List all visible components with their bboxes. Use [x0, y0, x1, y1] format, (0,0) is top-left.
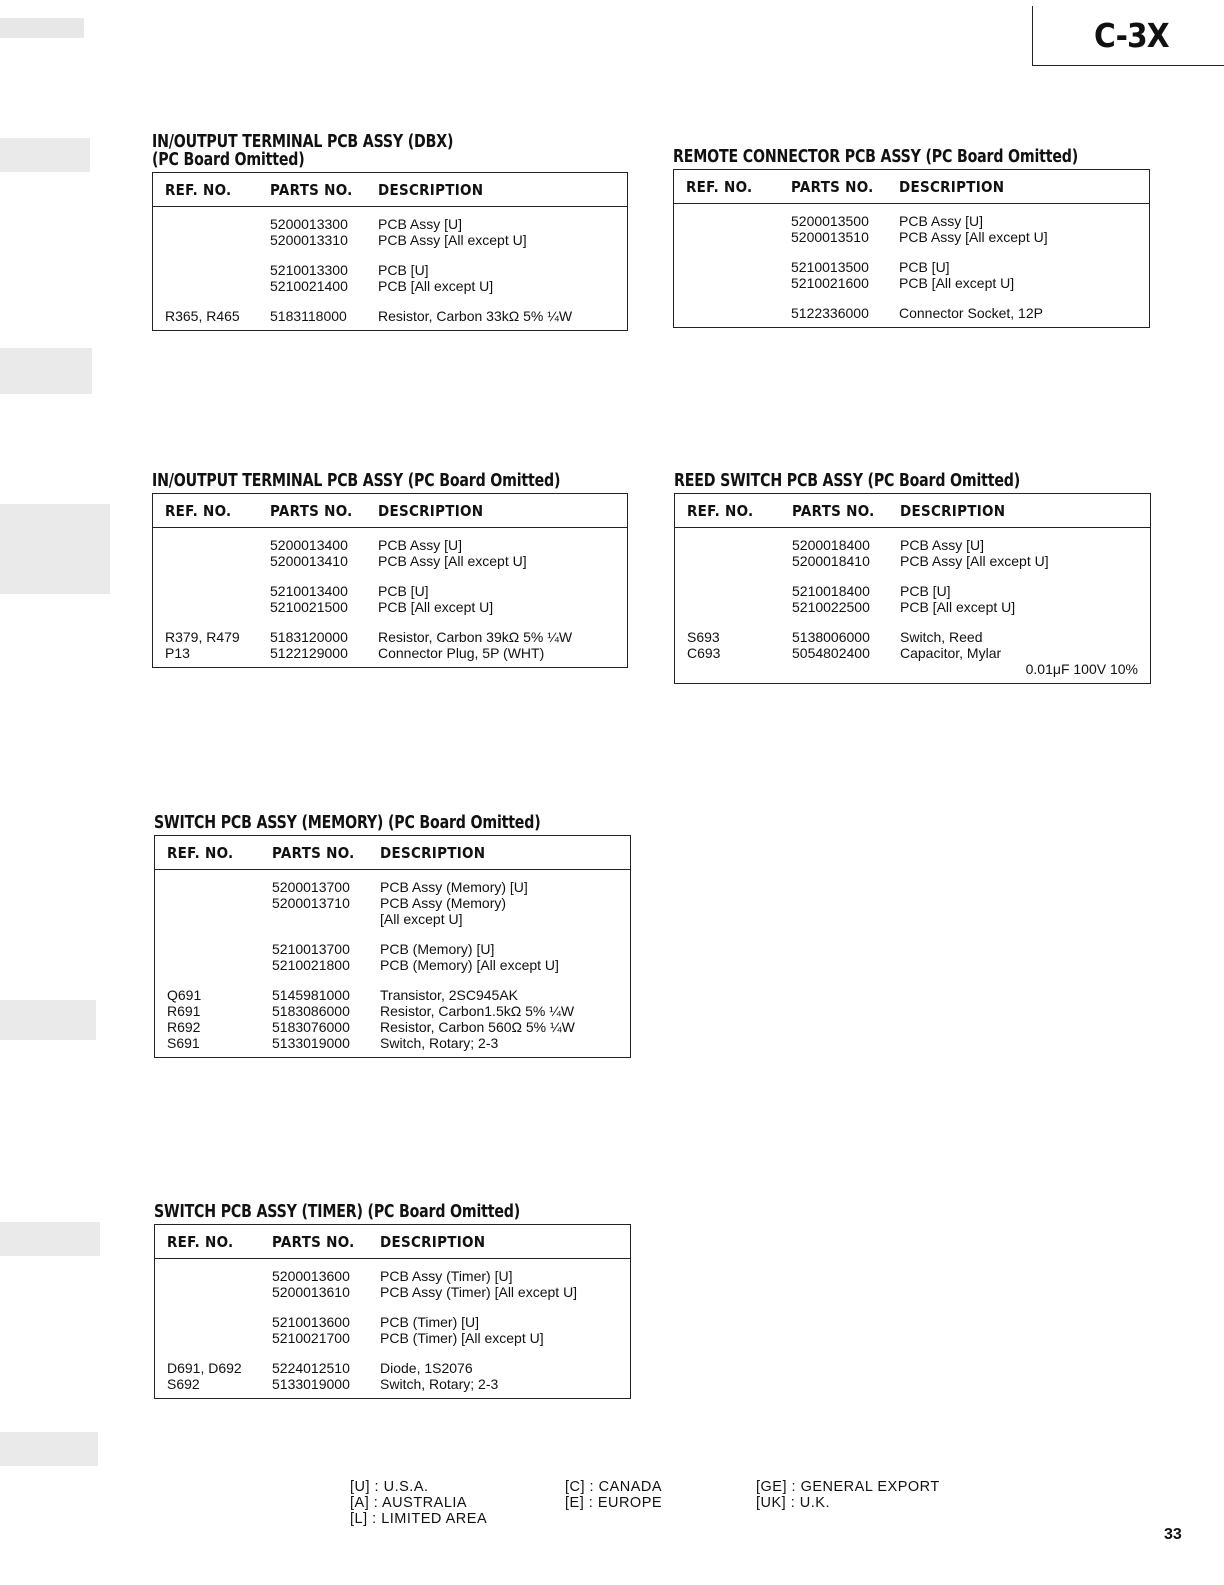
row-group: [155, 987, 630, 1051]
table-row: [153, 553, 627, 569]
scan-artifact: [0, 1000, 96, 1040]
legend-item: [A] : AUSTRALIA: [350, 1495, 468, 1511]
row-group: [674, 305, 1149, 321]
section-switch-timer: [154, 1203, 631, 1399]
table-row: [675, 553, 1150, 569]
cell-desc: PCB [All except U]: [378, 278, 494, 294]
scan-artifact: [0, 348, 92, 394]
cell-part: 5200013710: [272, 895, 350, 911]
table-row: [155, 1360, 630, 1376]
section-remote-connector: [673, 148, 1150, 328]
table-row: [155, 1284, 630, 1300]
legend-item: [L] : LIMITED AREA: [350, 1511, 488, 1527]
cell-part: 5210013700: [272, 941, 350, 957]
cell-desc: Connector Socket, 12P: [899, 305, 1043, 321]
cell-part: 5122129000: [270, 645, 348, 661]
table-body: [155, 1259, 630, 1398]
cell-part: 5122336000: [791, 305, 869, 321]
legend-item: [GE] : GENERAL EXPORT: [756, 1479, 940, 1495]
table-body: [155, 870, 630, 1057]
parts-table: [673, 169, 1150, 328]
table-row: [153, 278, 627, 294]
cell-part: 5210013400: [270, 583, 348, 599]
table-row: [675, 661, 1150, 677]
row-group: [153, 537, 627, 569]
legend-column-3: [756, 1479, 940, 1511]
cell-desc: PCB Assy (Timer) [U]: [380, 1268, 513, 1284]
parts-table: [154, 1224, 631, 1399]
table-row: [155, 1376, 630, 1392]
section-title-line: IN/OUTPUT TERMINAL PCB ASSY (PC Board Omitted): [152, 471, 561, 491]
row-group: [153, 629, 627, 661]
cell-desc: Connector Plug, 5P (WHT): [378, 645, 545, 661]
cell-part: 5183086000: [272, 1003, 350, 1019]
table-body: [153, 207, 627, 330]
cell-ref: D691, D692: [167, 1360, 242, 1376]
parts-table: [154, 835, 631, 1058]
cell-desc: PCB [U]: [378, 262, 429, 278]
row-group: [675, 583, 1150, 615]
header-ref: REF. NO.: [686, 178, 753, 196]
cell-ref: R379, R479: [165, 629, 240, 645]
table-row: [674, 229, 1149, 245]
parts-table: [152, 493, 628, 668]
section-title-line: REED SWITCH PCB ASSY (PC Board Omitted): [674, 471, 1021, 491]
cell-part: 5200018400: [792, 537, 870, 553]
table-row: [153, 583, 627, 599]
cell-desc: PCB (Memory) [U]: [380, 941, 495, 957]
table-row: [675, 629, 1150, 645]
cell-part: 5210018400: [792, 583, 870, 599]
section-title: [674, 472, 1103, 490]
cell-part: 5183118000: [270, 308, 347, 324]
table-body: [674, 204, 1149, 327]
section-title: [673, 148, 1102, 166]
row-group: [155, 879, 630, 927]
table-row: [155, 895, 630, 911]
cell-desc: PCB [All except U]: [899, 275, 1015, 291]
legend-column-1: [350, 1479, 487, 1527]
cell-part: 5210021500: [270, 599, 348, 615]
row-group: [153, 262, 627, 294]
table-row: [674, 213, 1149, 229]
cell-part: 5210013300: [270, 262, 348, 278]
legend-item: [UK] : U.K.: [756, 1495, 830, 1511]
legend-item: [C] : CANADA: [565, 1479, 663, 1495]
header-desc: DESCRIPTION: [900, 502, 1006, 520]
cell-desc: [All except U]: [380, 911, 463, 927]
cell-desc: PCB [U]: [899, 259, 950, 275]
cell-desc: Capacitor, Mylar: [900, 645, 1002, 661]
legend-item: [U] : U.S.A.: [350, 1479, 429, 1495]
legend-item: [E] : EUROPE: [565, 1495, 663, 1511]
row-group: [675, 537, 1150, 569]
section-reed-switch: [674, 472, 1151, 684]
cell-desc: 0.01μF 100V 10%: [1025, 661, 1138, 677]
header-ref: REF. NO.: [167, 844, 234, 862]
cell-part: 5145981000: [272, 987, 350, 1003]
table-row: [153, 216, 627, 232]
row-group: [675, 629, 1150, 677]
header-part: PARTS NO.: [270, 502, 353, 520]
row-group: [155, 1360, 630, 1392]
table-header: [155, 836, 630, 870]
cell-desc: PCB (Timer) [All except U]: [380, 1330, 544, 1346]
cell-desc: PCB Assy [All except U]: [378, 553, 527, 569]
section-title: [154, 814, 583, 832]
cell-ref: P13: [165, 645, 190, 661]
cell-ref: S692: [167, 1376, 200, 1392]
table-row: [155, 1035, 630, 1051]
scan-artifact: [0, 138, 90, 172]
cell-ref: R691: [167, 1003, 201, 1019]
table-row: [153, 262, 627, 278]
cell-ref: Q691: [167, 987, 202, 1003]
table-row: [155, 1330, 630, 1346]
section-title-line: SWITCH PCB ASSY (MEMORY) (PC Board Omitted): [154, 813, 541, 833]
cell-part: 5133019000: [272, 1376, 350, 1392]
section-title-line: IN/OUTPUT TERMINAL PCB ASSY (DBX): [152, 132, 454, 152]
cell-part: 5200013510: [791, 229, 869, 245]
table-header: [674, 170, 1149, 204]
cell-part: 5210021600: [791, 275, 869, 291]
cell-ref: C693: [687, 645, 721, 661]
cell-ref: R692: [167, 1019, 201, 1035]
cell-part: 5200018410: [792, 553, 870, 569]
cell-desc: PCB [U]: [900, 583, 951, 599]
cell-desc: PCB Assy (Timer) [All except U]: [380, 1284, 578, 1300]
section-title: [152, 133, 580, 169]
table-row: [155, 941, 630, 957]
row-group: [153, 216, 627, 248]
row-group: [153, 308, 627, 324]
cell-desc: Resistor, Carbon 39kΩ 5% ¼W: [378, 629, 573, 645]
cell-desc: PCB Assy [U]: [899, 213, 984, 229]
header-desc: DESCRIPTION: [380, 844, 486, 862]
header-part: PARTS NO.: [791, 178, 874, 196]
table-body: [675, 528, 1150, 683]
row-group: [674, 259, 1149, 291]
cell-desc: Resistor, Carbon1.5kΩ 5% ¼W: [380, 1003, 575, 1019]
section-title: [154, 1203, 583, 1221]
cell-desc: Switch, Reed: [900, 629, 983, 645]
cell-desc: PCB (Timer) [U]: [380, 1314, 480, 1330]
cell-part: 5054802400: [792, 645, 870, 661]
legend-column-2: [565, 1479, 662, 1511]
table-row: [153, 537, 627, 553]
table-row: [155, 879, 630, 895]
cell-part: 5210022500: [792, 599, 870, 615]
table-row: [153, 599, 627, 615]
cell-desc: PCB Assy [U]: [378, 537, 463, 553]
scan-artifact: [0, 18, 84, 38]
cell-part: 5200013500: [791, 213, 869, 229]
table-row: [153, 308, 627, 324]
cell-desc: PCB Assy [All except U]: [378, 232, 527, 248]
cell-part: 5200013400: [270, 537, 348, 553]
section-io-terminal: [152, 472, 628, 668]
cell-part: 5224012510: [272, 1360, 350, 1376]
table-row: [153, 645, 627, 661]
section-title-line: SWITCH PCB ASSY (TIMER) (PC Board Omitted): [154, 1202, 521, 1222]
cell-part: 5200013700: [272, 879, 350, 895]
cell-desc: PCB [U]: [378, 583, 429, 599]
cell-part: 5133019000: [272, 1035, 350, 1051]
scan-artifact: [0, 1222, 100, 1256]
cell-part: 5200013310: [270, 232, 348, 248]
table-row: [155, 987, 630, 1003]
table-row: [155, 911, 630, 927]
row-group: [155, 1268, 630, 1300]
cell-ref: R365, R465: [165, 308, 240, 324]
cell-desc: Resistor, Carbon 33kΩ 5% ¼W: [378, 308, 573, 324]
table-row: [155, 1003, 630, 1019]
cell-desc: PCB (Memory) [All except U]: [380, 957, 559, 973]
header-desc: DESCRIPTION: [380, 1233, 486, 1251]
page-number: 33: [1164, 1526, 1182, 1543]
header-ref: REF. NO.: [167, 1233, 234, 1251]
table-row: [155, 957, 630, 973]
cell-part: 5183076000: [272, 1019, 350, 1035]
table-row: [155, 1314, 630, 1330]
section-title-line: REMOTE CONNECTOR PCB ASSY (PC Board Omitted): [673, 147, 1079, 167]
cell-ref: S693: [687, 629, 720, 645]
row-group: [155, 1314, 630, 1346]
cell-part: 5210021700: [272, 1330, 350, 1346]
header-ref: REF. NO.: [687, 502, 754, 520]
cell-desc: PCB Assy [U]: [900, 537, 985, 553]
section-switch-memory: [154, 814, 631, 1058]
table-row: [674, 305, 1149, 321]
cell-desc: Switch, Rotary; 2-3: [380, 1376, 499, 1392]
cell-part: 5183120000: [270, 629, 348, 645]
header-desc: DESCRIPTION: [378, 502, 484, 520]
cell-part: 5210013600: [272, 1314, 350, 1330]
table-row: [674, 275, 1149, 291]
cell-part: 5210021400: [270, 278, 348, 294]
header-part: PARTS NO.: [272, 844, 355, 862]
cell-desc: Switch, Rotary; 2-3: [380, 1035, 499, 1051]
row-group: [155, 941, 630, 973]
table-row: [675, 537, 1150, 553]
cell-desc: Transistor, 2SC945AK: [380, 987, 518, 1003]
table-row: [674, 259, 1149, 275]
cell-desc: Diode, 1S2076: [380, 1360, 473, 1376]
parts-table: [152, 172, 628, 331]
cell-part: 5200013300: [270, 216, 348, 232]
table-row: [155, 1019, 630, 1035]
cell-desc: PCB Assy [All except U]: [899, 229, 1048, 245]
table-row: [675, 599, 1150, 615]
scan-artifact: [0, 1432, 98, 1466]
cell-desc: PCB Assy (Memory): [380, 895, 507, 911]
table-row: [675, 645, 1150, 661]
header-part: PARTS NO.: [270, 181, 353, 199]
cell-part: 5200013410: [270, 553, 348, 569]
cell-desc: PCB [All except U]: [900, 599, 1016, 615]
cell-desc: PCB Assy [U]: [378, 216, 463, 232]
section-title-line: (PC Board Omitted): [152, 150, 305, 170]
parts-table: [674, 493, 1151, 684]
section-io-terminal-dbx: [152, 133, 628, 331]
model-label: C-3X: [1094, 16, 1169, 55]
table-row: [153, 232, 627, 248]
cell-part: 5200013610: [272, 1284, 350, 1300]
section-title: [152, 472, 580, 490]
table-header: [153, 494, 627, 528]
table-header: [675, 494, 1150, 528]
header-part: PARTS NO.: [792, 502, 875, 520]
row-group: [153, 583, 627, 615]
cell-desc: PCB Assy [All except U]: [900, 553, 1049, 569]
table-row: [155, 1268, 630, 1284]
header-part: PARTS NO.: [272, 1233, 355, 1251]
cell-part: 5138006000: [792, 629, 870, 645]
cell-ref: S691: [167, 1035, 200, 1051]
header-desc: DESCRIPTION: [899, 178, 1005, 196]
cell-desc: PCB Assy (Memory) [U]: [380, 879, 528, 895]
table-body: [153, 528, 627, 667]
table-row: [153, 629, 627, 645]
row-group: [674, 213, 1149, 245]
table-header: [153, 173, 627, 207]
scan-artifact: [0, 504, 110, 594]
header-desc: DESCRIPTION: [378, 181, 484, 199]
header-ref: REF. NO.: [165, 181, 232, 199]
cell-part: 5210021800: [272, 957, 350, 973]
table-row: [675, 583, 1150, 599]
table-header: [155, 1225, 630, 1259]
header-ref: REF. NO.: [165, 502, 232, 520]
cell-desc: Resistor, Carbon 560Ω 5% ¼W: [380, 1019, 575, 1035]
cell-part: 5200013600: [272, 1268, 350, 1284]
cell-desc: PCB [All except U]: [378, 599, 494, 615]
cell-part: 5210013500: [791, 259, 869, 275]
